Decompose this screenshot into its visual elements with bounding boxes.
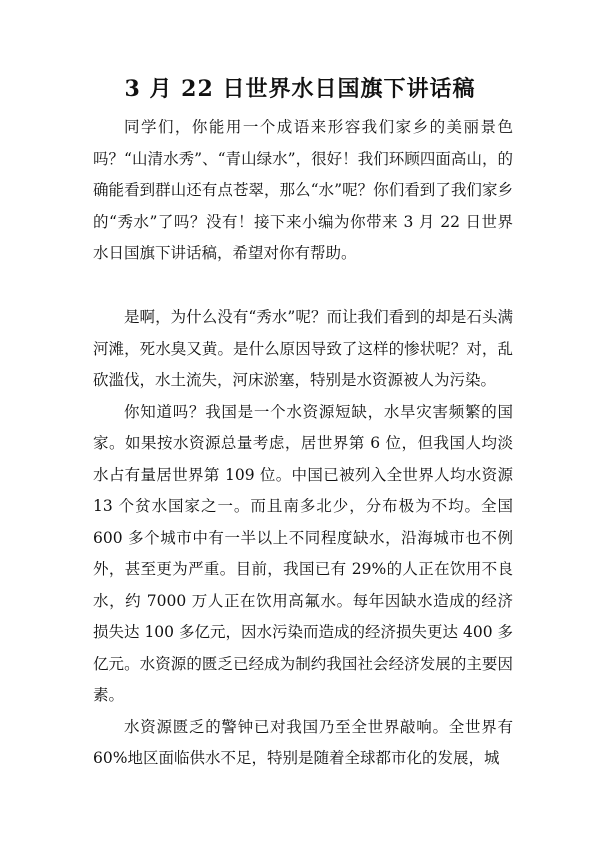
paragraph-alarm: 水资源匮乏的警钟已对我国乃至全世界敲响。全世界有 60%地区面临供水不足，特别是随着全球都市化的发展，城: [93, 717, 513, 767]
paragraph-why-no-water: 是啊，为什么没有“秀水”呢？而让我们看到的却是石头满河滩，死水臭又黄。是什么原因导致了这样的惨状呢？对，乱砍滥伐，水土流失，河床淤塞，特别是水资源被人为污染。: [93, 308, 513, 389]
document-title: 3 月 22 日世界水日国旗下讲话稿: [124, 76, 476, 102]
paragraph-water-shortage: 你知道吗？我国是一个水资源短缺，水旱灾害频繁的国家。如果按水资源总量考虑，居世界第 6 位，但我国人均淡水占有量居世界第 109 位。中国已被列入全世界人均水资源 13 个贫水国家之一。而且南多北少，分布极为不均。全国 600 多个城市中有一半以上不同程度缺水，沿海城市也不例外，甚至更为严重。目前，我国已有 29%的人正在饮用不良水，约 7000 万人正在饮用高氟水。每年因缺水造成的经济损失达 100 多亿元，因水污染而造成的经济损失更达 400 多亿元。水资源的匮乏已经成为制约我国社会经济发展的主要因素。: [93, 402, 513, 704]
document-body-main: [93, 302, 513, 775]
document-body-intro: [93, 112, 513, 270]
paragraph-intro: 同学们，你能用一个成语来形容我们家乡的美丽景色吗？“山清水秀”、“青山绿水”，很好！我们环顾四面高山，的确能看到群山还有点苍翠，那么“水”呢？你们看到了我们家乡的“秀水”了吗？没有！接下来小编为你带来 3 月 22 日世界水日国旗下讲话稿，希望对你有帮助。: [93, 118, 513, 262]
